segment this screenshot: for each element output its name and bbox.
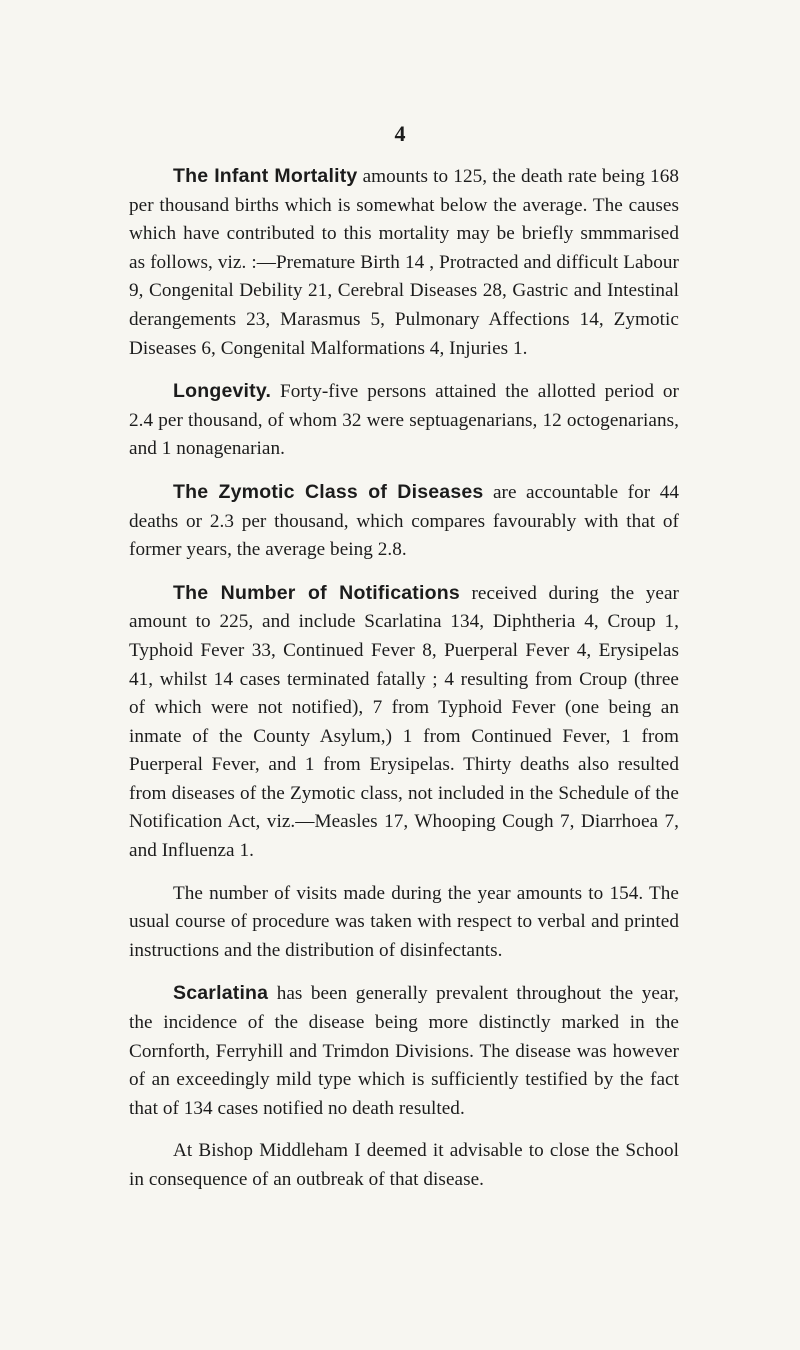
section-heading-zymotic-class: The Zymotic Class of Diseases xyxy=(173,480,484,503)
paragraph-text: At Bishop Middleham I deemed it advisable to close the School in consequence of an outbreak of that disease. xyxy=(129,1140,679,1190)
paragraph-text: received during the year amount to 225, and include Scarlatina 134, Diphtheria 4, Croup 1, Typhoid Fever 33, Continued Fever 8, Puerperal Fever 4, Erysipelas 41, whilst 14 cases terminated fatally ; 4 resulting from Croup (three of which were not notified), 7 from Typhoid Fever (one being an inmate of the County Asylum,) 1 from Continued Fever, 1 from Puerperal Fever, and 1 from Erysipelas. Thirty deaths also resulted from diseases of the Zymotic class, not included in the Schedule of the Notification Act, viz.—Measles 17, Whooping Cough 7, Diarrhoea 7, and Influenza 1. xyxy=(129,582,679,862)
paragraph-text: Forty-five persons attained the allotted period or 2.4 per thousand, of whom 32 were septuagenarians, 12 octogenarians, and 1 nonagenarian. xyxy=(129,381,679,460)
paragraph-notifications xyxy=(129,579,679,866)
paragraph-text: The number of visits made during the year amounts to 154. The usual course of procedure was taken with respect to verbal and printed instructions and the distribution of disinfectants. xyxy=(129,882,679,961)
paragraph-infant-mortality xyxy=(129,162,679,363)
section-heading-notifications: The Number of Notifications xyxy=(173,581,460,604)
section-heading-longevity: Longevity. xyxy=(173,380,272,403)
paragraph-text: amounts to 125, the death rate being 168 per thousand births which is somewhat below the average. The causes which have contributed to this mortality may be briefly smmmarised as follows, viz. :—Premature Birth 14 , Protracted and difficult Labour 9, Congenital Debility 21, Cerebral Diseases 28, Gastric and Intestinal derangements 23, Marasmus 5, Pulmonary Affections 14, Zymotic Diseases 6, Congenital Malformations 4, Injuries 1. xyxy=(129,166,679,359)
paragraph-text: has been generally prevalent throughout the year, the incidence of the disease being more distinctly marked in the Cornforth, Ferryhill and Trimdon Divisions. The disease was however of an exceedingly mild type which is sufficiently testified by the fact that of 134 cases notified no death resulted. xyxy=(129,983,679,1119)
paragraph-zymotic-class xyxy=(129,478,679,565)
section-heading-infant-mortality: The Infant Mortality xyxy=(173,165,358,187)
paragraph-text: are accountable for 44 deaths or 2.3 per thousand, which compares favourably with that of former years, the average being 2.8. xyxy=(129,481,679,561)
paragraph-visits xyxy=(129,880,679,966)
paragraph-longevity xyxy=(129,377,679,464)
paragraph-scarlatina xyxy=(129,979,679,1123)
paragraph-bishop-middleham xyxy=(129,1137,679,1194)
section-heading-scarlatina: Scarlatina xyxy=(173,982,269,1005)
page-number: 4 xyxy=(394,121,406,146)
body-text xyxy=(129,162,679,1209)
